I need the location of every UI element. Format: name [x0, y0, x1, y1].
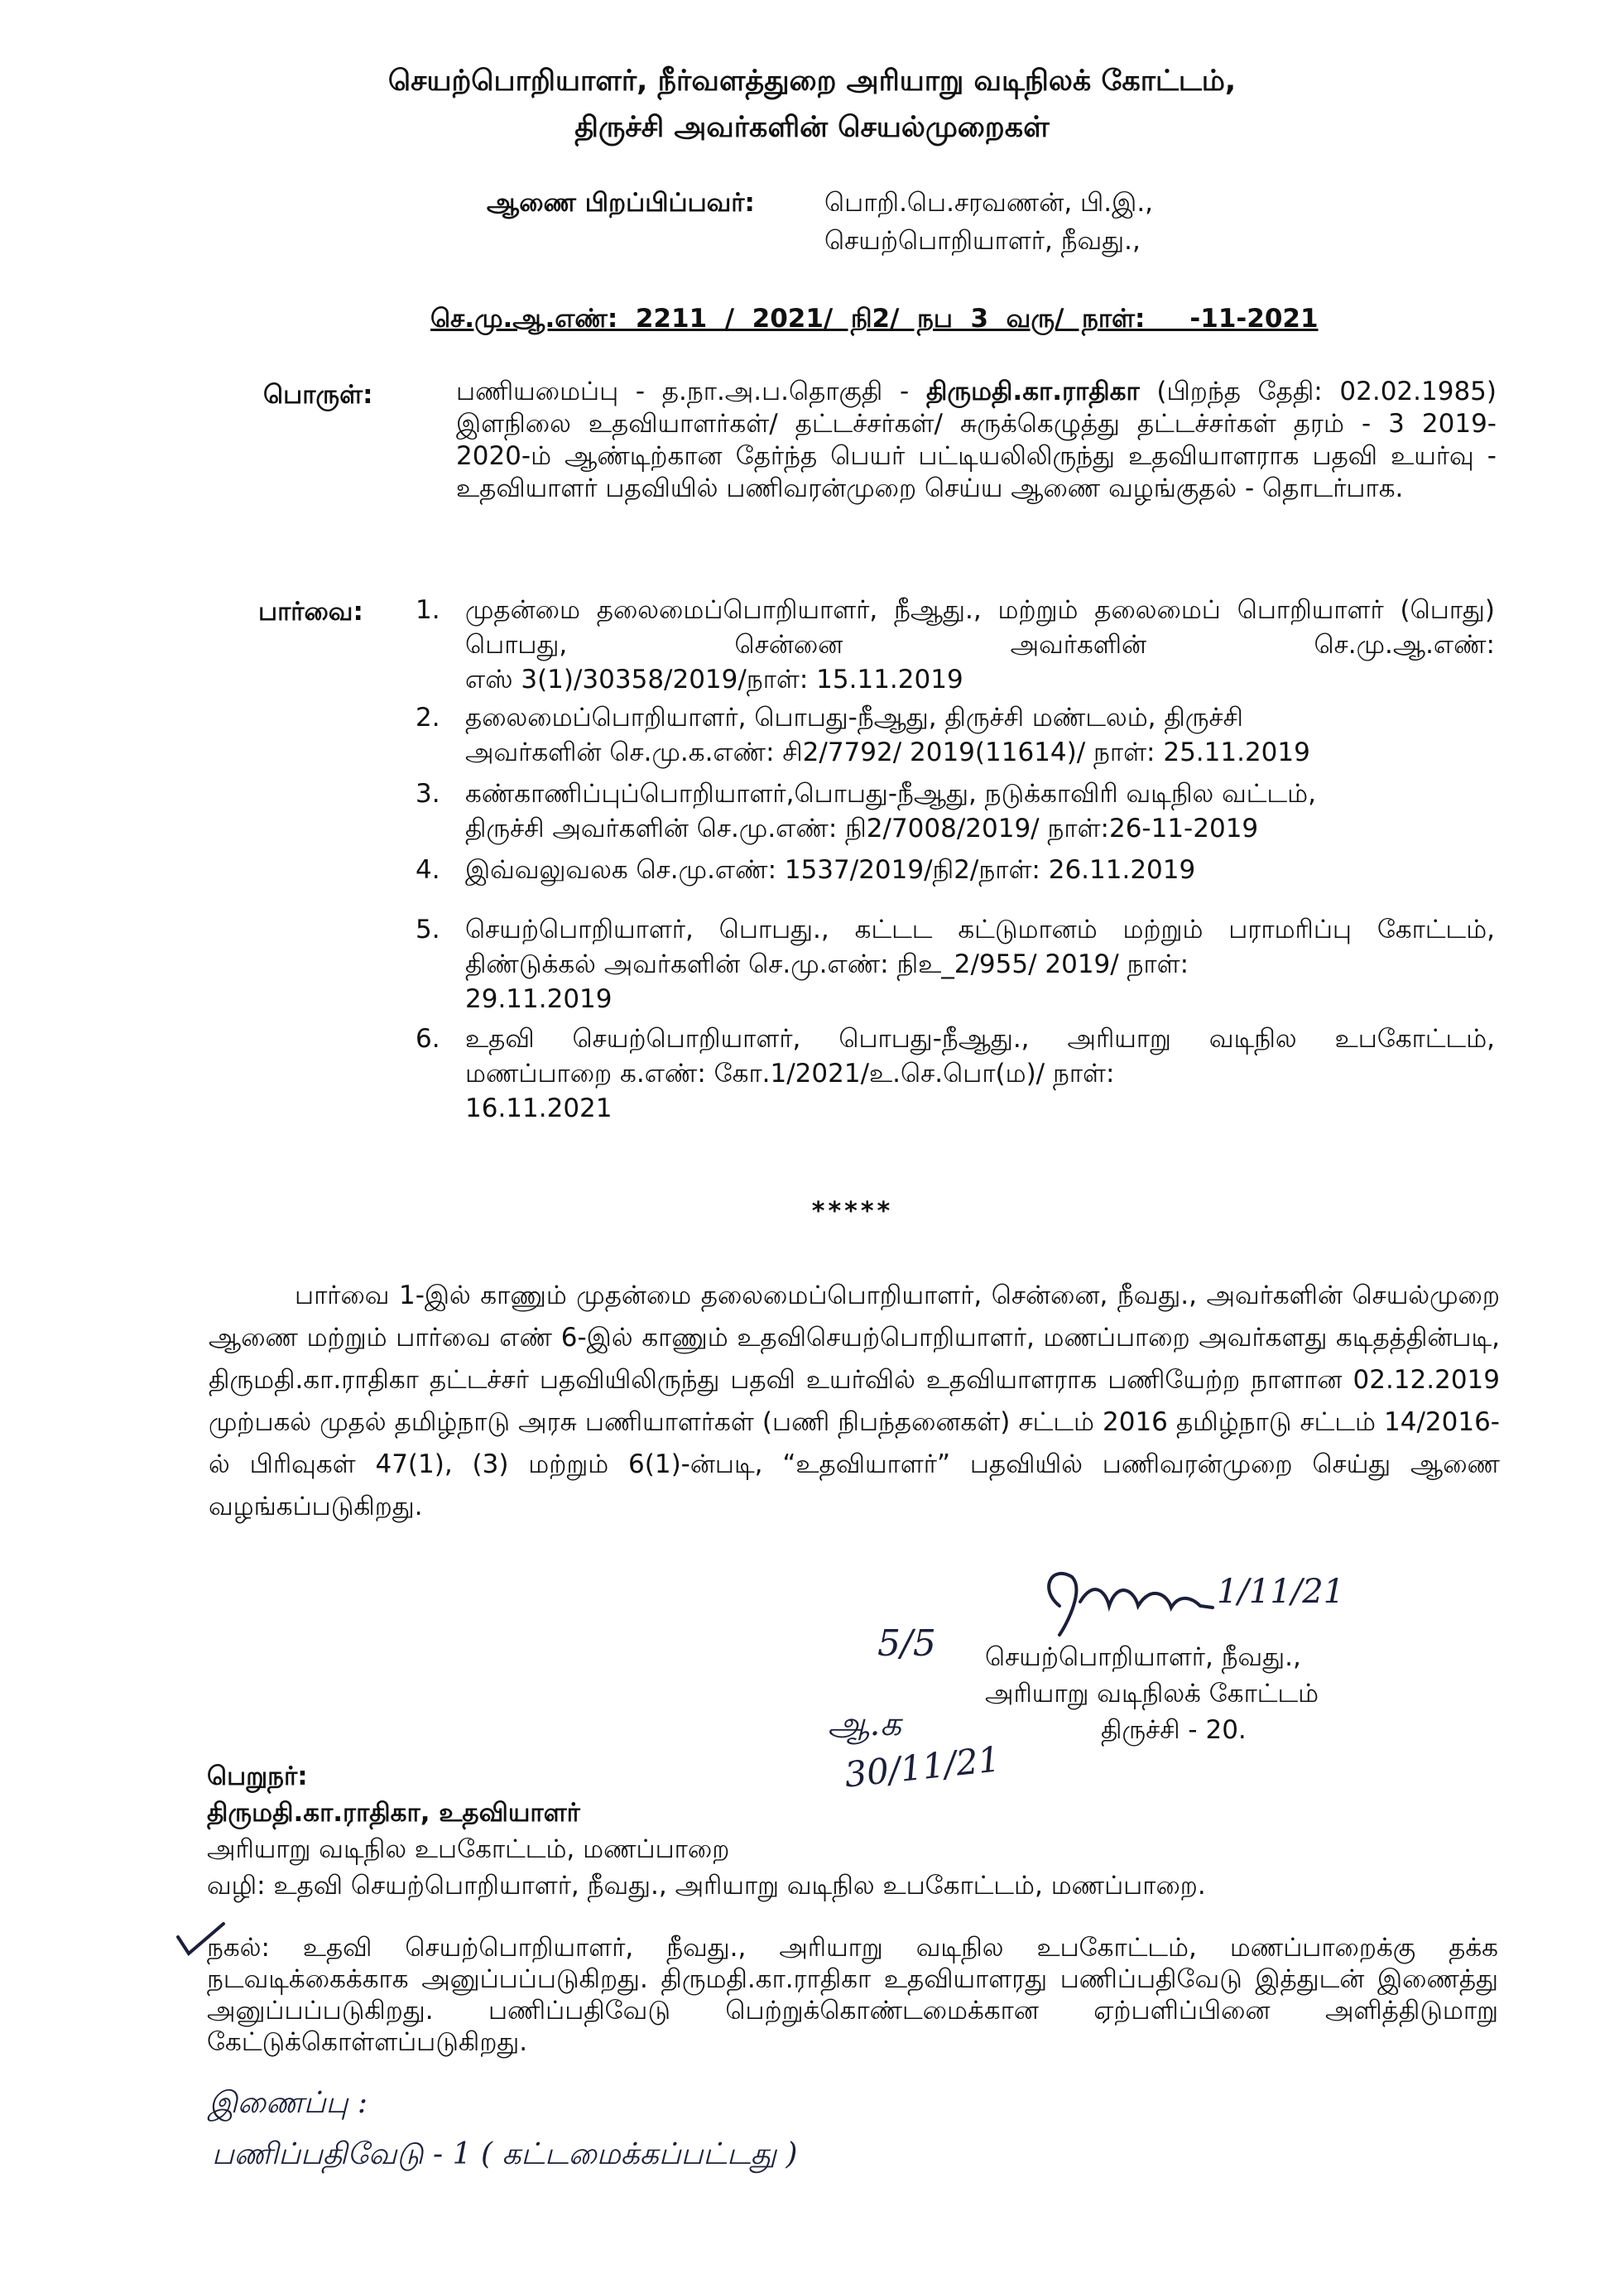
recipient-via: வழி: உதவி செயற்பொறியாளர், நீவது., அரியாறு வடிநில உபகோட்டம், மணப்பாறை. [207, 1871, 1206, 1901]
reference-text: முதன்மை தலைமைப்பொறியாளர், நீஆது., மற்றும் தலைமைப் பொறியாளர் (பொது) பொபது, சென்னை அவர்களின் செ.மு.ஆ.எண்: [465, 595, 1495, 660]
handwritten-date: 30/11/21 [842, 1738, 1002, 1795]
subject-text [456, 376, 1497, 505]
issuer-block [487, 184, 1314, 260]
handwritten-initial: ஆ.க [828, 1705, 901, 1743]
reference-tail: திருச்சி அவர்களின் செ.மு.எண்: நி2/7008/2019/ நாள்:26-11-2019 [465, 814, 1259, 844]
issuer-designation: செயற்பொறியாளர், நீவது., [824, 226, 1141, 256]
handwritten-mark: 5/5 [877, 1622, 936, 1665]
reference-tail: அவர்களின் செ.மு.க.எண்: சி2/7792/ 2019(11614)/ நாள்: 25.11.2019 [465, 738, 1310, 767]
reference-text: தலைமைப்பொறியாளர், பொபது-நீஆது, திருச்சி மண்டலம், திருச்சி [465, 703, 1243, 733]
reference-item [416, 1021, 1495, 1126]
reference-number-4: 4. [416, 855, 440, 885]
references-block [258, 593, 1495, 1126]
title-line-2: திருச்சி அவர்களின் செயல்முறைகள் [574, 111, 1050, 144]
reference-item [416, 776, 1495, 846]
references-list [416, 593, 1495, 1126]
reference-item [416, 853, 1495, 887]
enclosure-label: இணைப்பு : [209, 2086, 368, 2120]
reference-number-2: 2. [416, 703, 440, 733]
reference-number-1: 1. [416, 595, 440, 625]
recipient-block [207, 1758, 1498, 1904]
enclosure-item: பணிப்பதிவேடு - 1 ( கட்டமைக்கப்பட்டது ) [212, 2137, 798, 2171]
issuer-label: ஆணை பிறப்பிப்பவர்: [487, 188, 755, 218]
reference-text: கண்காணிப்புப்பொறியாளர்,பொபது-நீஆது, நடுக்காவிரி வடிநில வட்டம், [465, 779, 1316, 809]
recipient-name: திருமதி.கா.ராதிகா, உதவியாளர் [207, 1798, 580, 1828]
signatory-office: அரியாறு வடிநிலக் கோட்டம் [985, 1679, 1319, 1709]
reference-tail: எஸ் 3(1)/30358/2019/நாள்: 15.11.2019 [465, 665, 963, 695]
title-line-1: செயற்பொறியாளர், நீர்வளத்துறை அரியாறு வடிநிலக் கோட்டம், [387, 65, 1237, 98]
subject-rest: (பிறந்த தேதி: 02.02.1985) இளநிலை உதவியாளர்கள்/ தட்டச்சர்கள்/ சுருக்கெழுத்து தட்டச்சர்கள் தரம் - 3 2019-2020-ம் ஆண்டிற்கான தேர்ந்த பெயர் பட்டியலிலிருந்து உதவியாளராக பதவி உயர்வு - உதவியாளர் பதவியில் பணிவரன்முறை செய்ய ஆணை வழங்குதல் - தொடர்பாக. [456, 377, 1497, 503]
signature-date: 1/11/21 [1217, 1573, 1345, 1611]
reference-text: உதவி செயற்பொறியாளர், பொபது-நீஆது., அரியாறு வடிநில உபகோட்டம், மணப்பாறை க.எண்: கோ.1/2021/உ.செ.பொ(ம)/ நாள்: [465, 1024, 1495, 1089]
references-label: பார்வை: [258, 597, 363, 627]
reference-text: செயற்பொறியாளர், பொபது., கட்டட கட்டுமானம் மற்றும் பராமரிப்பு கோட்டம், திண்டுக்கல் அவர்களின் செ.மு.எண்: நிஉ_2/955/ 2019/ நாள்: [465, 915, 1495, 979]
issuer-name: பொறி.பெ.சரவணன், பி.இ., [824, 188, 1154, 218]
reference-number-3: 3. [416, 779, 440, 809]
reference-number-6: 6. [416, 1024, 440, 1054]
document-title [248, 58, 1376, 151]
reference-number: செ.மு.ஆ.எண்: 2211 / 2021/ நி2/ நப 3 வரு/ நாள்: -11-2021 [430, 304, 1319, 334]
signature-block [985, 1639, 1482, 1748]
body-paragraph: பார்வை 1-இல் காணும் முதன்மை தலைமைப்பொறியாளர், சென்னை, நீவது., அவர்களின் செயல்முறை ஆணை மற்றும் பார்வை எண் 6-இல் காணும் உதவிசெயற்பொறியாளர், மணப்பாறை அவர்களது கடிதத்தின்படி, திருமதி.கா.ராதிகா தட்டச்சர் பதவியிலிருந்து பதவி உயர்வில் உதவியாளராக பணியேற்ற நாளான 02.12.2019 முற்பகல் முதல் தமிழ்நாடு அரசு பணியாளர்கள் (பணி நிபந்தனைகள்) சட்டம் 2016 தமிழ்நாடு சட்டம் 14/2016-ல் பிரிவுகள் 47(1), (3) மற்றும் 6(1)-ன்படி, “உதவியாளர்” பதவியில் பணிவரன்முறை செய்து ஆணை வழங்கப்படுகிறது. [209, 1281, 1500, 1521]
reference-tail: 16.11.2021 [465, 1093, 613, 1123]
subject-label: பொருள்: [263, 380, 373, 410]
subject-prefix: பணியமைப்பு - த.நா.அ.ப.தொகுதி - [456, 377, 926, 406]
reference-item [416, 912, 1495, 1017]
reference-number-5: 5. [416, 915, 440, 944]
signatory-place: திருச்சி - 20. [1101, 1715, 1247, 1745]
reference-item [416, 700, 1495, 770]
reference-item [416, 593, 1495, 697]
signatory-designation: செயற்பொறியாளர், நீவது., [985, 1642, 1301, 1672]
subject-block [263, 376, 1497, 505]
recipient-office: அரியாறு வடிநில உபகோட்டம், மணப்பாறை [207, 1834, 730, 1864]
copy-paragraph: நகல்: உதவி செயற்பொறியாளர், நீவது., அரியாறு வடிநில உபகோட்டம், மணப்பாறைக்கு தக்க நடவடிக்கைக்காக அனுப்பப்படுகிறது. திருமதி.கா.ராதிகா உதவியாளரது பணிப்பதிவேடு இத்துடன் இணைத்து அனுப்பப்படுகிறது. பணிப்பதிவேடு பெற்றுக்கொண்டமைக்கான ஏற்பளிப்பினை அளித்திடுமாறு கேட்டுக்கொள்ளப்படுகிறது. [207, 1933, 1498, 2057]
recipient-label: பெறுநர்: [207, 1762, 308, 1791]
separator-stars: ***** [811, 1197, 894, 1226]
reference-tail: 29.11.2019 [465, 984, 613, 1014]
subject-person: திருமதி.கா.ராதிகா [925, 377, 1140, 406]
reference-text: இவ்வலுவலக செ.மு.எண்: 1537/2019/நி2/நாள்: 26.11.2019 [465, 855, 1196, 885]
